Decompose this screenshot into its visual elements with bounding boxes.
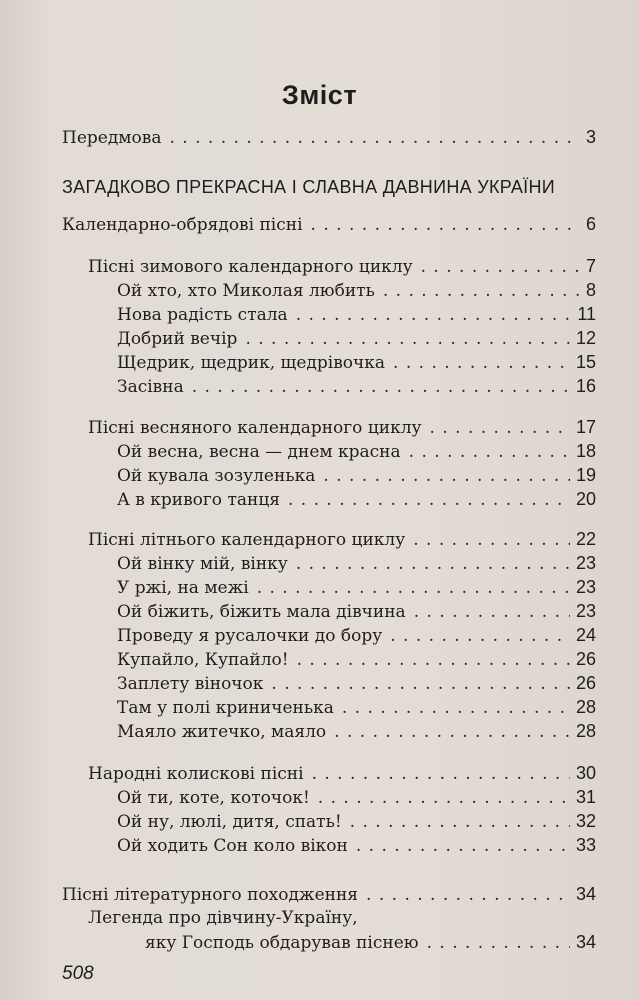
dot-leader [192,376,570,398]
toc-entry-page: 23 [575,553,596,573]
toc-entry [117,464,596,490]
toc-entry [88,416,596,442]
toc-entry-page: 6 [585,214,596,234]
dot-leader [271,673,570,695]
dot-leader [311,214,580,236]
dot-leader [383,280,580,302]
toc-entry-title: Там у полі криниченька [117,698,334,718]
dot-leader [312,763,570,785]
toc-entry-title: Пісні літнього календарного циклу [88,530,406,550]
toc-entry [117,552,596,578]
toc-entry-title: Проведу я русалочки до бору [117,626,383,646]
toc-entry-page: 19 [575,465,596,485]
toc-entry-page: 15 [575,352,596,372]
toc-entry-page: 20 [575,489,596,509]
dot-leader [393,352,570,374]
toc-entry [117,375,596,401]
toc-entry-page: 24 [575,625,596,645]
toc-entry-page: 16 [575,376,596,396]
toc-entry-title: Ой весна, весна — днем красна [117,442,401,462]
dot-leader [318,787,570,809]
dot-leader [288,489,570,511]
toc-entry-title: Купайло, Купайло! [117,650,289,670]
section-heading: ЗАГАДКОВО ПРЕКРАСНА І СЛАВНА ДАВНИНА УКРАЇНИ [62,177,556,197]
toc-entry [62,213,596,239]
toc-entry-page: 34 [575,932,596,952]
toc-entry-page: 12 [575,328,596,348]
toc-entry [117,303,596,329]
toc-entry-page: 8 [585,280,596,300]
dot-leader [334,721,570,743]
toc-entry [117,488,596,514]
dot-leader [356,835,570,857]
toc-entry-title: Ой ти, коте, коточок! [117,788,310,808]
toc-entry-title: Маяло житечко, маяло [117,722,327,742]
toc-entry-title: Щедрик, щедрик, щедрівочка [117,353,386,373]
dot-leader [257,577,570,599]
toc-entry-title: Заплету віночок [117,674,264,694]
toc-entry-title: Передмова [62,128,162,148]
dot-leader [427,932,570,954]
toc-entry [117,279,596,305]
page-number: 508 [62,963,94,984]
dot-leader [342,697,570,719]
toc-entry-title: Пісні зимового календарного циклу [88,257,413,277]
toc-entry [62,883,596,909]
toc-entry-page: 26 [575,649,596,669]
toc-entry-title: Добрий вечір [117,329,238,349]
toc-entry [117,624,596,650]
dot-leader [366,884,570,906]
toc-entry-page: 23 [575,577,596,597]
toc-entry-page: 18 [575,441,596,461]
toc-entry [117,720,596,746]
dot-leader [169,127,580,149]
toc-entry [88,255,596,281]
toc-entry-page: 17 [575,417,596,437]
toc-entry [88,528,596,554]
toc-entry-title: Ой хто, хто Миколая любить [117,281,375,301]
toc-entry-page: 22 [575,529,596,549]
toc-entry [117,600,596,626]
dot-leader [390,625,570,647]
toc-entry-title: Засівна [117,377,184,397]
toc-entry-page: 7 [585,256,596,276]
toc-entry [62,126,596,152]
toc-entry [117,834,596,860]
toc-entry [117,327,596,353]
toc-entry-page: 23 [575,601,596,621]
dot-leader [245,328,570,350]
toc-entry-title: А в кривого танця [117,490,280,510]
toc-entry-page: 26 [575,673,596,693]
toc-entry-title: У ржі, на межі [117,578,249,598]
toc-entry-title: Ой кувала зозуленька [117,466,316,486]
toc-entry [117,672,596,698]
dot-leader [297,649,570,671]
dot-leader [430,417,570,439]
dot-leader [421,256,580,278]
toc-entry-page: 30 [575,763,596,783]
toc-entry-title-line: Легенда про дівчину-Україну, [88,908,358,928]
toc-entry-title: Ой ну, люлі, дитя, спать! [117,812,342,832]
toc-entry [117,351,596,377]
toc-entry-title: Нова радість стала [117,305,288,325]
toc-entry-page: 28 [575,697,596,717]
toc-entry [117,786,596,812]
dot-leader [413,529,570,551]
toc-entry-title: Ой вінку мій, вінку [117,554,288,574]
toc-entry-page: 3 [585,127,596,147]
toc-entry [145,931,596,957]
toc-entry-page: 28 [575,721,596,741]
toc-entry-title: Календарно-обрядові пісні [62,215,303,235]
toc-entry [88,762,596,788]
dot-leader [409,441,570,463]
toc-entry-page: 31 [575,787,596,807]
dot-leader [296,304,572,326]
toc-entry-title: Ой ходить Сон коло вікон [117,836,348,856]
toc-entry-title: Ой біжить, біжить мала дівчина [117,602,406,622]
dot-leader [414,601,570,623]
toc-entry [117,576,596,602]
toc-entry-page: 11 [577,304,596,324]
toc-entry-page: 34 [575,884,596,904]
dot-leader [296,553,570,575]
toc-entry-page: 33 [575,835,596,855]
page-title: Зміст [281,80,358,110]
toc-entry-title: Пісні весняного календарного циклу [88,418,422,438]
toc-entry [117,440,596,466]
toc-entry [117,648,596,674]
toc-entry-title: Пісні літературного походження [62,885,359,905]
toc-entry-title: Народні колискові пісні [88,764,304,784]
toc-entry [117,810,596,836]
dot-leader [350,811,570,833]
toc-entry [117,696,596,722]
toc-entry-title: яку Господь обдарував піснею [145,933,419,953]
dot-leader [323,465,570,487]
toc-entry-page: 32 [575,811,596,831]
